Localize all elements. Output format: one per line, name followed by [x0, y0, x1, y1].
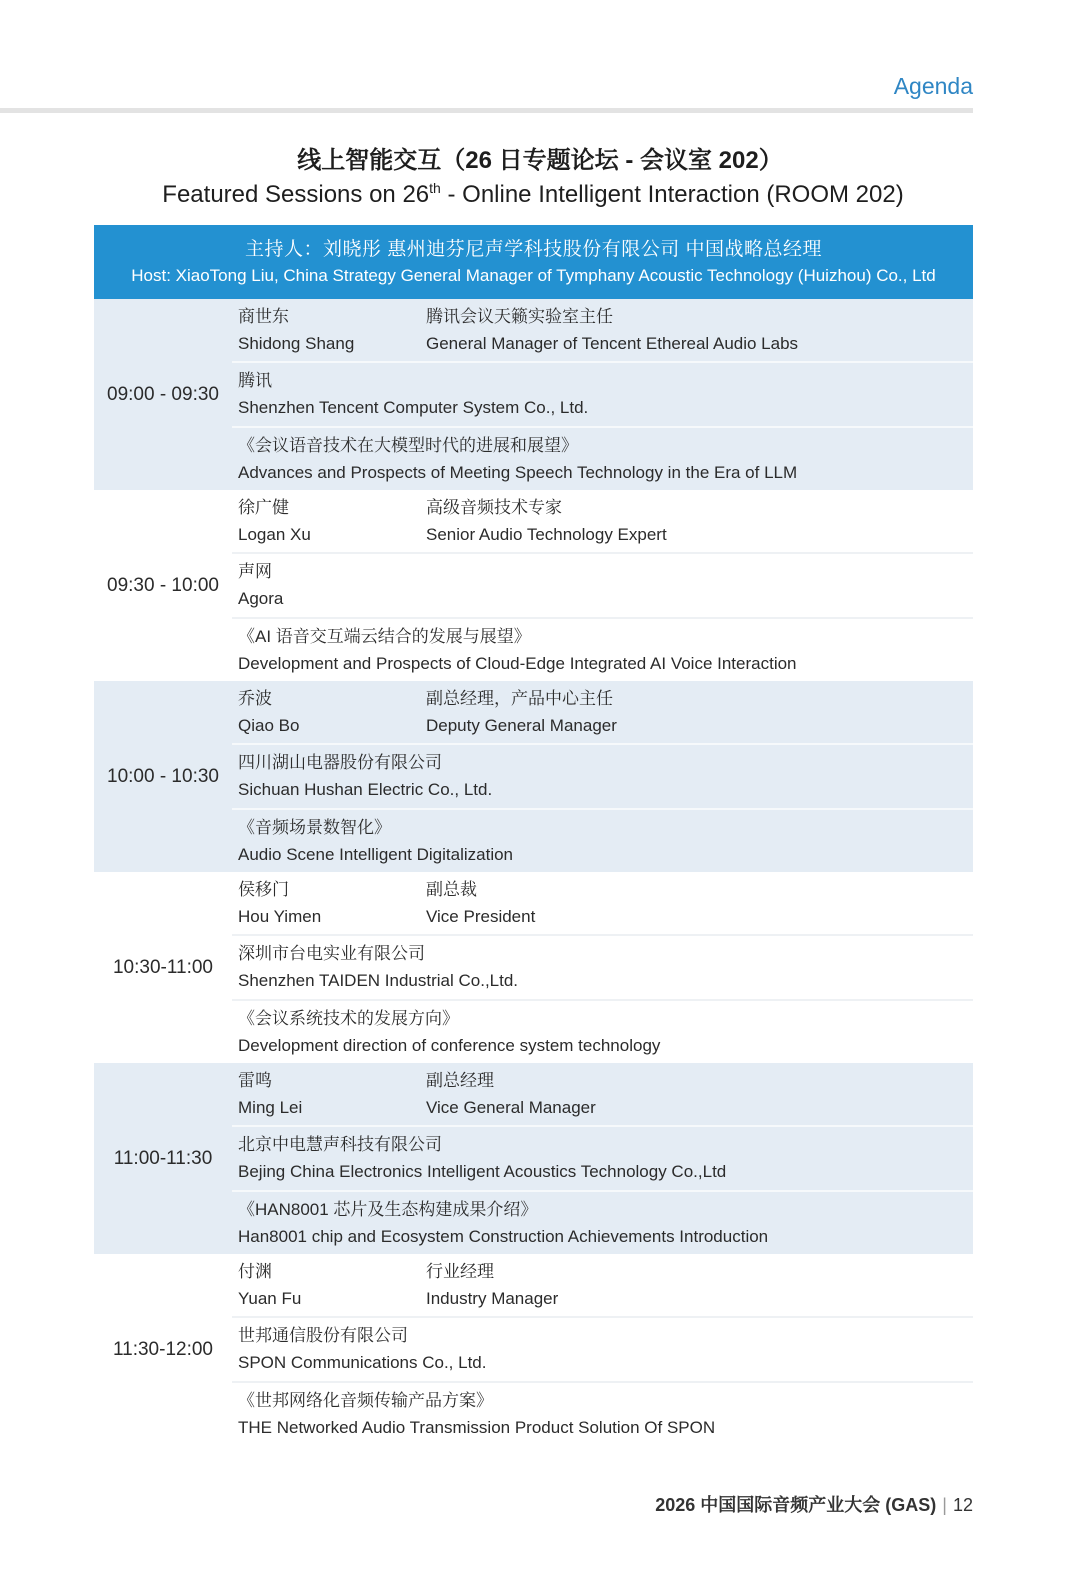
company-row: [232, 363, 973, 427]
session-slot: [94, 1063, 973, 1254]
speaker-row: [232, 1254, 973, 1318]
session-time: 09:30 - 10:00: [107, 574, 219, 596]
speaker-position-cn: 高级音频技术专家: [426, 498, 562, 518]
company-cn: 四川湖山电器股份有限公司: [238, 753, 442, 773]
speaker-row: [232, 872, 973, 936]
speaker-position-cn: 副总经理，产品中心主任: [426, 689, 613, 709]
session-time: 11:30-12:00: [112, 1338, 213, 1360]
host-cn: 主持人：刘晓彤 惠州迪芬尼声学科技股份有限公司 中国战略总经理: [244, 239, 823, 260]
session-details: [232, 490, 973, 681]
topic-row: [232, 428, 973, 490]
host-banner: [94, 225, 973, 299]
session-time: 09:00 - 09:30: [107, 383, 219, 405]
session-details: [232, 872, 973, 1063]
agenda-section-label: Agenda: [893, 73, 973, 99]
speaker-row: [232, 681, 973, 745]
speaker-position-cn: 副总经理: [426, 1071, 494, 1091]
page-title-en: [0, 180, 1066, 209]
session-time: 10:30-11:00: [112, 956, 213, 978]
session-time: 10:00 - 10:30: [107, 765, 219, 787]
session-slot: [94, 490, 973, 681]
topic-en: Development direction of conference system technology: [238, 1035, 661, 1055]
session-details: [232, 1254, 973, 1445]
speaker-name-cn: 乔波: [238, 689, 272, 709]
host-en: Host: XiaoTong Liu, China Strategy General Manager of Tymphany Acoustic Technology (Huizhou) Co., Ltd: [131, 266, 936, 285]
company-row: [232, 936, 973, 1000]
company-en: SPON Communications Co., Ltd.: [238, 1353, 487, 1373]
company-en: Shenzhen Tencent Computer System Co., Ltd.: [238, 398, 589, 418]
speaker-row: [232, 490, 973, 554]
speaker-position-en: Deputy General Manager: [426, 716, 617, 736]
speaker-position-en: Vice General Manager: [426, 1098, 596, 1118]
agenda-table: [94, 225, 973, 1445]
speaker-name-cn: 雷鸣: [238, 1071, 272, 1091]
company-row: [232, 554, 973, 618]
session-time: 11:00-11:30: [113, 1147, 213, 1169]
topic-cn: 《会议语音技术在大模型时代的进展和展望》: [238, 435, 578, 455]
company-row: [232, 745, 973, 809]
topic-row: [232, 1383, 973, 1445]
page-footer: [655, 1491, 973, 1517]
topic-en: Han8001 chip and Ecosystem Construction Achievements Introduction: [238, 1226, 769, 1246]
company-en: Shenzhen TAIDEN Industrial Co.,Ltd.: [238, 971, 519, 991]
page-title-en-sup: th: [429, 180, 441, 196]
company-cn: 世邦通信股份有限公司: [238, 1326, 408, 1346]
company-en: Sichuan Hushan Electric Co., Ltd.: [238, 780, 493, 800]
page-title-en-suffix: - Online Intelligent Interaction (ROOM 202): [440, 181, 904, 208]
speaker-name-cn: 付渊: [238, 1262, 272, 1282]
speaker-name-cn: 徐广健: [238, 498, 289, 518]
topic-en: Advances and Prospects of Meeting Speech Technology in the Era of LLM: [238, 462, 798, 482]
topic-en: Development and Prospects of Cloud-Edge Integrated AI Voice Interaction: [238, 653, 797, 673]
topic-cn: 《会议系统技术的发展方向》: [238, 1008, 459, 1028]
speaker-position-cn: 腾讯会议天籁实验室主任: [426, 307, 613, 327]
speaker-name-en: Logan Xu: [238, 525, 311, 545]
conference-name: 2026 中国国际音频产业大会 (GAS): [655, 1495, 937, 1515]
session-slot: [94, 1254, 973, 1445]
company-cn: 腾讯: [238, 371, 272, 391]
speaker-name-en: Qiao Bo: [238, 716, 300, 736]
footer-separator: |: [942, 1495, 947, 1515]
page-number: 12: [952, 1495, 973, 1515]
company-row: [232, 1318, 973, 1382]
company-en: Bejing China Electronics Intelligent Acoustics Technology Co.,Ltd: [238, 1162, 727, 1182]
session-details: [232, 299, 973, 490]
page-title-en-prefix: Featured Sessions on 26: [162, 181, 430, 208]
speaker-position-en: Vice President: [426, 907, 536, 927]
speaker-position-en: General Manager of Tencent Ethereal Audio Labs: [426, 334, 799, 354]
company-en: Agora: [238, 589, 284, 609]
session-slot: [94, 299, 973, 490]
speaker-name-en: Yuan Fu: [238, 1289, 302, 1309]
speaker-position-cn: 行业经理: [426, 1262, 494, 1282]
topic-en: THE Networked Audio Transmission Product Solution Of SPON: [238, 1417, 716, 1437]
topic-row: [232, 1192, 973, 1254]
speaker-name-cn: 商世东: [238, 307, 289, 327]
session-details: [232, 681, 973, 872]
topic-en: Audio Scene Intelligent Digitalization: [238, 844, 514, 864]
topic-row: [232, 1001, 973, 1063]
speaker-name-en: Hou Yimen: [238, 907, 322, 927]
topic-cn: 《世邦网络化音频传输产品方案》: [238, 1390, 493, 1410]
speaker-name-en: Ming Lei: [238, 1098, 303, 1118]
session-details: [232, 1063, 973, 1254]
topic-cn: 《音频场景数智化》: [238, 817, 391, 837]
session-slot: [94, 872, 973, 1063]
speaker-position-cn: 副总裁: [426, 880, 477, 900]
speaker-row: [232, 1063, 973, 1127]
header-divider: [0, 108, 973, 113]
page-title-cn: 线上智能交互（26 日专题论坛 - 会议室 202）: [297, 147, 783, 174]
company-cn: 北京中电慧声科技有限公司: [238, 1135, 442, 1155]
topic-row: [232, 810, 973, 872]
topic-row: [232, 619, 973, 681]
session-slot: [94, 681, 973, 872]
speaker-position-en: Industry Manager: [426, 1289, 559, 1309]
topic-cn: 《HAN8001 芯片及生态构建成果介绍》: [238, 1199, 538, 1219]
speaker-name-en: Shidong Shang: [238, 334, 355, 354]
speaker-position-en: Senior Audio Technology Expert: [426, 525, 667, 545]
company-cn: 声网: [238, 562, 272, 582]
speaker-row: [232, 299, 973, 363]
speaker-name-cn: 侯移门: [238, 880, 289, 900]
company-cn: 深圳市台电实业有限公司: [238, 944, 425, 964]
topic-cn: 《AI 语音交互端云结合的发展与展望》: [238, 626, 531, 646]
company-row: [232, 1127, 973, 1191]
